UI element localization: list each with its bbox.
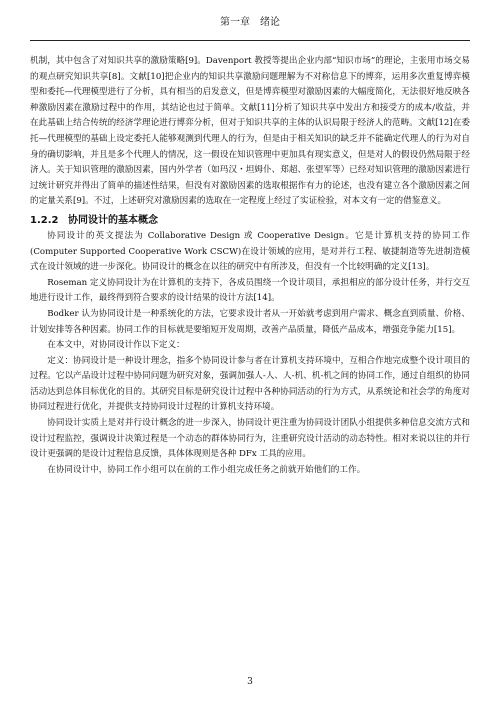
paragraph-essence: 协同设计实质上是对并行设计概念的进一步深入，协同设计更注重为协同设计团队小组提供多种信息交流方式和设计过程监控，强调设计决策过程是一个动态的群体协同行为，注重研究设计活动的动态特性。相对来说以往的并行设计更强调的是设计过程信息反馈，具体体现则是各种 DFx 工具的应用。 <box>30 418 470 460</box>
paragraph-continued: 机制，其中包含了对知识共享的激励策略[9]。Davenport 教授等提出企业内部“知识市场”的理论，主张用市场交易的观点研究知识共享[8]。文献[10]把企业内的知识共享激励问题理解为不对称信息下的博弈，运用多次重复博弈模型和委托—代理模型进行了分析，具有相当的启发意义，但是博弈模型对激励因素的大幅度简化，无法很好地反映各种激励因素在激励过程中的作用，其结论也过于简单。文献[11]分析了知识共享中发出方和接受方的成本/收益，并在此基础上结合传统的经济学理论进行博弈分析，但对于知识共享的主体的认识局限于经济人的范畴。文献[12]在委托—代理模型的基础上设定委托人能够观测到代理人的行为，但是由于相关知识的缺乏并不能确定代理人的行为对自身的确切影响，并且是多个代理人的情况，这一假设在知识管理中更加具有现实意义，但是对人的假设仍然局限于经济人。关于知识管理的激励因素，国内外学者（如玛汉・坦姆仆、郑超、张望军等）已经对知识管理的激励因素进行过统计研究并得出了简单的描述性结果，但没有对激励因素的选取根据作有力的论述，也没有建立各个激励因素之间的定量关系[9]。不过，上述研究对激励因素的选取在一定程度上经过了实证检验，对本文有一定的借鉴意义。 <box>30 56 470 207</box>
paragraph-definition: 定义：协同设计是一种设计理念，指多个协同设计参与者在计算机支持环境中，互相合作地完成整个设计项目的过程。它以产品设计过程中协同问题为研究对象，强调加强人-人、人-机、机-机之间的协同工作，通过自组织的协同活动达到总体目标优化的目的。其研究目标是研究设计过程中各种协同活动的行为方式，从系统论和社会学的角度对协同过程进行优化，并提供支持协同设计过程的计算机支持环境。 <box>30 355 470 413</box>
paragraph-definition-intro: 协同设计的英文提法为 Collaborative Design 或 Cooperative Design。它是计算机支持的协同工作(Computer Supported Cooperative Work CSCW)在设计领域的应用，是对并行工程、敏捷制造等先进制造模式在设计领域的进一步深化。协同设计的概念在以往的研究中有所涉及，但没有一个比较明确的定义[13]。 <box>30 230 470 273</box>
chapter-title: 第一章 绪论 <box>220 17 280 28</box>
page-number: 3 <box>247 677 253 687</box>
paragraph-roseman: Roseman 定义协同设计为在计算机的支持下，各成员围绕一个设计项目，承担相应的部分设计任务，并行交互地进行设计工作，最终得到符合要求的设计结果的设计方法[14]。 <box>30 277 470 304</box>
header-rule <box>30 40 470 41</box>
section-heading <box>30 212 470 229</box>
paragraph-team-work: 在协同设计中，协同工作小组可以在前的工作小组完成任务之前就开始他们的工作。 <box>47 464 366 475</box>
running-header <box>30 8 470 38</box>
paragraph-bodker: Bodker 认为协同设计是一种系统化的方法，它要求设计者从一开始就考虑到用户需求、概念直到质量、价格、计划安排等各种因素。协同工作的目标就是要缩短开发周期，改善产品质量，降低产品成本，增强竞争能力[15]。 <box>30 308 470 335</box>
section-title: 协同设计的基本概念 <box>67 214 158 226</box>
paragraph-this-paper: 在本文中，对协同设计作以下定义： <box>47 340 185 351</box>
section-number: 1.2.2 <box>30 214 59 226</box>
page-body <box>30 54 470 478</box>
